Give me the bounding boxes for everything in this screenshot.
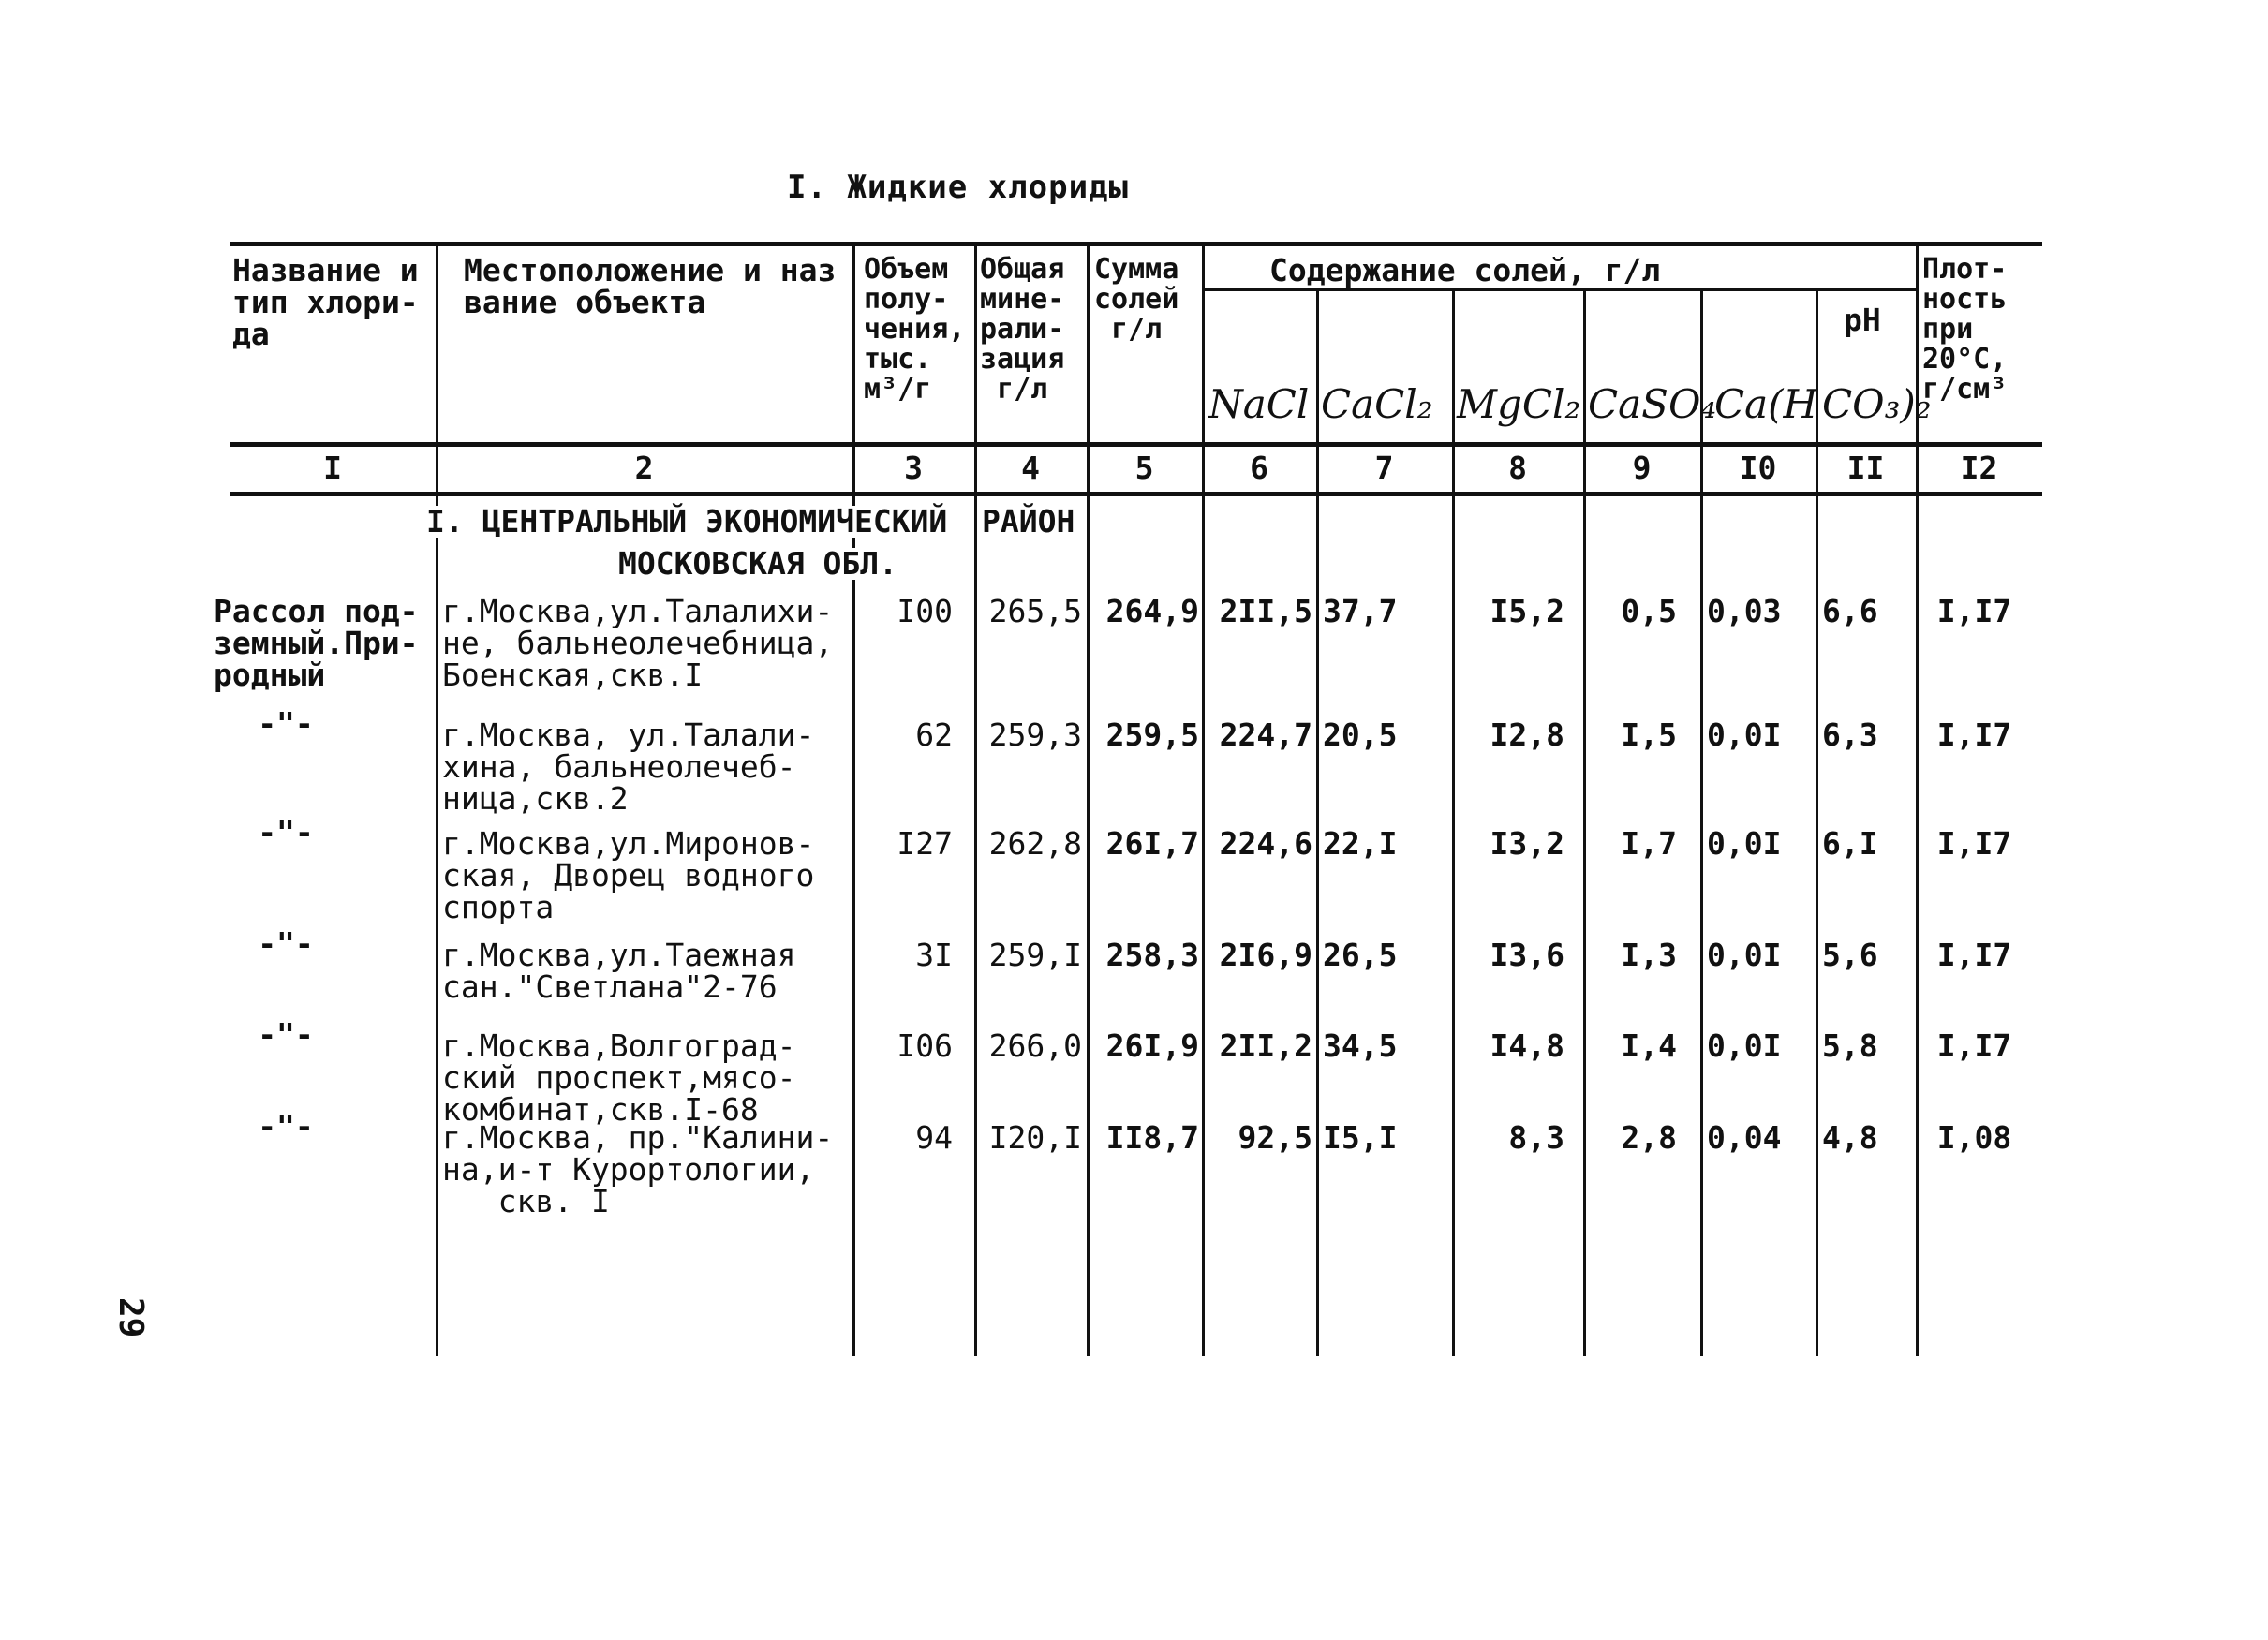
- column-numbers-rule: [230, 492, 2042, 496]
- cell-nacl: 2I6,9: [1219, 937, 1312, 973]
- cell-volume: 62: [915, 717, 953, 753]
- cell-cahco3: 0,0I: [1707, 937, 1782, 973]
- col-divider-4: [1087, 242, 1090, 1356]
- column-number-12: I2: [1960, 450, 1998, 486]
- cell-location: г.Москва,ул.Таежная сан."Светлана"2-76: [442, 937, 796, 1005]
- cell-mgcl2: 8,3: [1508, 1119, 1564, 1156]
- header-bottom-rule: [230, 442, 2042, 447]
- cell-mineralization: 262,8: [988, 825, 1082, 862]
- header-cahco3-part1: Ca(H: [1714, 381, 1818, 427]
- cell-volume: 94: [915, 1119, 953, 1156]
- header-caso4: CaSO₄: [1588, 381, 1717, 427]
- cell-nacl: 2II,5: [1219, 593, 1312, 629]
- cell-mgcl2: I2,8: [1490, 717, 1564, 753]
- cell-sum: II8,7: [1105, 1119, 1199, 1156]
- cell-name: Рассол под- земный.При- родный: [214, 593, 419, 693]
- header-cahco3-part2: CO₃)₂: [1822, 381, 1932, 427]
- cell-density: I,I7: [1936, 1027, 2012, 1064]
- header-location: Местоположение и наз вание объекта: [464, 252, 837, 320]
- cell-ph: 6,6: [1822, 593, 1878, 629]
- col-divider-1: [436, 242, 438, 1356]
- cell-volume: 3I: [915, 937, 953, 973]
- cell-name: -"-: [258, 1108, 314, 1145]
- header-mineralization: Общая мине- рали- зация г/л: [980, 253, 1065, 406]
- cell-mineralization: 259,I: [988, 937, 1082, 973]
- cell-caso4: I,4: [1621, 1027, 1677, 1064]
- cell-caso4: I,7: [1621, 825, 1677, 862]
- cell-ph: 5,8: [1822, 1027, 1878, 1064]
- column-number-8: 8: [1508, 450, 1527, 486]
- cell-cacl2: 26,5: [1323, 937, 1398, 973]
- cell-cahco3: 0,0I: [1707, 1027, 1782, 1064]
- cell-name: -"-: [258, 705, 314, 742]
- cell-cacl2: 37,7: [1323, 593, 1398, 629]
- cell-caso4: 2,8: [1621, 1119, 1677, 1156]
- header-density: Плот- ность при 20°C, г/см³: [1922, 253, 2008, 406]
- salts-group-rule: [1204, 288, 1916, 291]
- cell-ph: 6,I: [1822, 825, 1878, 862]
- cell-volume: I27: [897, 825, 953, 862]
- cell-mineralization: 259,3: [988, 717, 1082, 753]
- cell-caso4: 0,5: [1621, 593, 1677, 629]
- cell-nacl: 224,6: [1219, 825, 1312, 862]
- section-subheading: МОСКОВСКАЯ ОБЛ.: [618, 545, 898, 582]
- cell-name: -"-: [258, 925, 314, 962]
- cell-cahco3: 0,0I: [1707, 717, 1782, 753]
- cell-density: I,I7: [1936, 825, 2012, 862]
- cell-name: -"-: [258, 814, 314, 850]
- cell-volume: I00: [897, 593, 953, 629]
- cell-cacl2: 20,5: [1323, 717, 1398, 753]
- cell-nacl: 2II,2: [1219, 1027, 1312, 1064]
- cell-mgcl2: I3,2: [1490, 825, 1564, 862]
- column-number-3: 3: [904, 450, 923, 486]
- col-divider-7: [1452, 288, 1455, 1356]
- cell-density: I,I7: [1936, 937, 2012, 973]
- cell-cacl2: I5,I: [1323, 1119, 1398, 1156]
- header-cacl2: CaCl₂: [1321, 381, 1433, 427]
- cell-density: I,I7: [1936, 717, 2012, 753]
- cell-ph: 5,6: [1822, 937, 1878, 973]
- column-number-4: 4: [1021, 450, 1040, 486]
- header-mgcl2: MgCl₂: [1457, 381, 1581, 427]
- cell-cacl2: 34,5: [1323, 1027, 1398, 1064]
- section-heading-tail: РАЙОН: [982, 503, 1075, 539]
- cell-mgcl2: I3,6: [1490, 937, 1564, 973]
- column-number-6: 6: [1250, 450, 1268, 486]
- cell-mineralization: 265,5: [988, 593, 1082, 629]
- table-top-rule: [230, 242, 2042, 246]
- cell-nacl: 92,5: [1238, 1119, 1312, 1156]
- column-number-5: 5: [1134, 450, 1154, 486]
- cell-location: г.Москва, ул.Талали- хина, бальнеолечеб- ница,скв.2: [442, 717, 815, 817]
- column-number-1: I: [323, 450, 342, 486]
- cell-sum: 264,9: [1105, 593, 1199, 629]
- cell-mineralization: 266,0: [988, 1027, 1082, 1064]
- cell-volume: I06: [897, 1027, 953, 1064]
- cell-density: I,08: [1936, 1119, 2012, 1156]
- cell-sum: 26I,9: [1105, 1027, 1199, 1064]
- cell-nacl: 224,7: [1219, 717, 1312, 753]
- document-title: I. Жидкие хлориды: [787, 169, 1129, 206]
- col-divider-5: [1202, 242, 1205, 1356]
- col-divider-8: [1583, 288, 1586, 1356]
- cell-density: I,I7: [1936, 593, 2012, 629]
- cell-location: г.Москва, пр."Калини- на,и-т Курортологии, скв. I: [442, 1119, 834, 1219]
- section-heading: I. ЦЕНТРАЛЬНЫЙ ЭКОНОМИЧЕСКИЙ: [426, 503, 948, 539]
- cell-cahco3: 0,03: [1707, 593, 1782, 629]
- cell-name: -"-: [258, 1016, 314, 1053]
- page-number: 29: [111, 1297, 150, 1338]
- cell-caso4: I,5: [1621, 717, 1677, 753]
- col-divider-9: [1700, 288, 1703, 1356]
- cell-location: г.Москва,ул.Талалихи- не, бальнеолечебница, Боенская,скв.I: [442, 593, 834, 693]
- cell-ph: 6,3: [1822, 717, 1878, 753]
- cell-cahco3: 0,0I: [1707, 825, 1782, 862]
- cell-ph: 4,8: [1822, 1119, 1878, 1156]
- cell-caso4: I,3: [1621, 937, 1677, 973]
- header-nacl: NaCl: [1208, 381, 1310, 427]
- col-divider-10: [1816, 288, 1818, 1356]
- cell-sum: 26I,7: [1105, 825, 1199, 862]
- header-ph: pH: [1844, 302, 1881, 338]
- column-number-7: 7: [1374, 450, 1394, 486]
- header-sum-salts: Сумма солей г/л: [1094, 253, 1179, 346]
- column-number-11: II: [1846, 450, 1885, 486]
- header-salts-group: Содержание солей, г/л: [1269, 252, 1661, 288]
- col-divider-3: [974, 242, 977, 1356]
- cell-mineralization: I20,I: [988, 1119, 1082, 1156]
- cell-mgcl2: I5,2: [1490, 593, 1564, 629]
- header-volume: Объем полу- чения, тыс. м³/г: [864, 253, 966, 406]
- cell-location: г.Москва,Волгоград- ский проспект,мясо- комбинат,скв.I-68: [442, 1027, 796, 1128]
- cell-sum: 259,5: [1105, 717, 1199, 753]
- header-name-type: Название и тип хлори- да: [232, 252, 419, 352]
- cell-cahco3: 0,04: [1707, 1119, 1782, 1156]
- cell-sum: 258,3: [1105, 937, 1199, 973]
- cell-location: г.Москва,ул.Миронов- ская, Дворец водного спорта: [442, 825, 815, 925]
- col-divider-6: [1316, 288, 1319, 1356]
- column-number-9: 9: [1632, 450, 1652, 486]
- column-number-2: 2: [634, 450, 654, 486]
- cell-cacl2: 22,I: [1323, 825, 1398, 862]
- column-number-10: I0: [1739, 450, 1777, 486]
- col-divider-2: [852, 242, 855, 1356]
- cell-mgcl2: I4,8: [1490, 1027, 1564, 1064]
